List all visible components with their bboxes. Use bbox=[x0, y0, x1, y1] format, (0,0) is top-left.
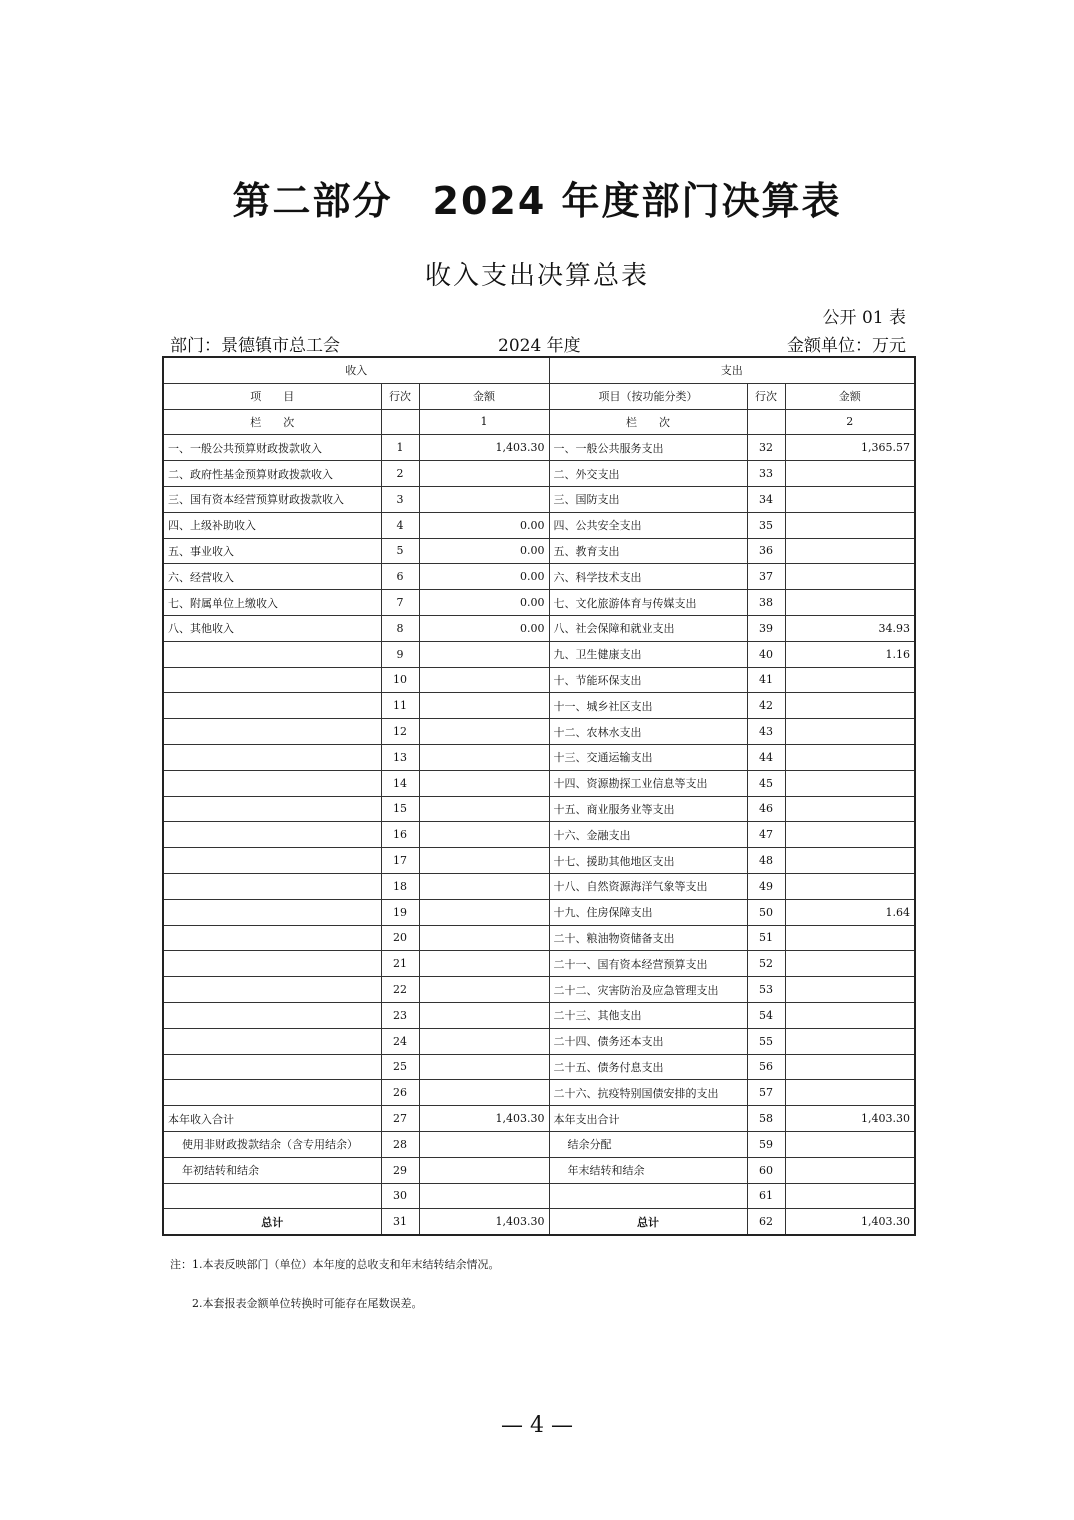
expense-item-cell: 十七、援助其他地区支出 bbox=[549, 848, 747, 874]
income-item-cell bbox=[163, 796, 381, 822]
income-amount-cell bbox=[419, 1054, 549, 1080]
expense-item-cell: 三、国防支出 bbox=[549, 486, 747, 512]
expense-amount-cell bbox=[785, 925, 915, 951]
budget-table bbox=[162, 356, 916, 1236]
income-amount-cell bbox=[419, 461, 549, 487]
table-row bbox=[163, 822, 915, 848]
expense-amount-cell: 1,403.30 bbox=[785, 1106, 915, 1132]
income-row-no-cell: 19 bbox=[381, 899, 419, 925]
expense-amount-cell bbox=[785, 693, 915, 719]
income-item-cell: 二、政府性基金预算财政拨款收入 bbox=[163, 461, 381, 487]
expense-row-no-cell: 40 bbox=[747, 641, 785, 667]
income-item-cell: 本年收入合计 bbox=[163, 1106, 381, 1132]
income-row-no-cell: 23 bbox=[381, 1002, 419, 1028]
expense-amount-cell bbox=[785, 1080, 915, 1106]
column-header-row bbox=[163, 383, 915, 409]
expense-row-no-cell: 60 bbox=[747, 1157, 785, 1183]
table-row bbox=[163, 744, 915, 770]
expense-amount-cell bbox=[785, 1028, 915, 1054]
expense-row-no-cell: 51 bbox=[747, 925, 785, 951]
expense-amount-cell: 1.16 bbox=[785, 641, 915, 667]
expense-amount-cell bbox=[785, 822, 915, 848]
income-item-cell bbox=[163, 1028, 381, 1054]
income-row-no-cell: 13 bbox=[381, 744, 419, 770]
income-row-no-cell: 8 bbox=[381, 615, 419, 641]
expense-item-cell: 十五、商业服务业等支出 bbox=[549, 796, 747, 822]
expense-item-cell: 十四、资源勘探工业信息等支出 bbox=[549, 770, 747, 796]
expense-amount-cell bbox=[785, 564, 915, 590]
income-row-no-cell: 15 bbox=[381, 796, 419, 822]
income-row-no-cell: 12 bbox=[381, 719, 419, 745]
income-row-no-cell: 20 bbox=[381, 925, 419, 951]
table-row bbox=[163, 1080, 915, 1106]
income-item-cell: 年初结转和结余 bbox=[163, 1157, 381, 1183]
income-amount-cell bbox=[419, 951, 549, 977]
table-row bbox=[163, 977, 915, 1003]
table-row bbox=[163, 590, 915, 616]
expense-amount-cell: 1,403.30 bbox=[785, 1209, 915, 1235]
expense-row-no-cell: 34 bbox=[747, 486, 785, 512]
lanci-label-2: 栏 次 bbox=[549, 409, 747, 435]
expense-amount-cell bbox=[785, 512, 915, 538]
lanci-blank-2 bbox=[747, 409, 785, 435]
table-row bbox=[163, 719, 915, 745]
income-item-cell bbox=[163, 925, 381, 951]
expense-row-no-cell: 42 bbox=[747, 693, 785, 719]
income-item-cell bbox=[163, 667, 381, 693]
unit-label: 金额单位：万元 bbox=[787, 336, 906, 356]
income-amount-cell bbox=[419, 925, 549, 951]
income-amount-cell bbox=[419, 848, 549, 874]
expense-item-cell: 结余分配 bbox=[549, 1131, 747, 1157]
income-item-cell: 三、国有资本经营预算财政拨款收入 bbox=[163, 486, 381, 512]
page-number: — 4 — bbox=[501, 1413, 573, 1438]
income-item-cell: 八、其他收入 bbox=[163, 615, 381, 641]
expense-amount-cell bbox=[785, 1131, 915, 1157]
income-amount-cell bbox=[419, 641, 549, 667]
table-row bbox=[163, 486, 915, 512]
lanci-number-2: 2 bbox=[785, 409, 915, 435]
table-row bbox=[163, 873, 915, 899]
income-amount-cell bbox=[419, 1131, 549, 1157]
income-row-no-cell: 31 bbox=[381, 1209, 419, 1235]
table-row bbox=[163, 564, 915, 590]
expense-item-cell: 十一、城乡社区支出 bbox=[549, 693, 747, 719]
expense-row-no-cell: 59 bbox=[747, 1131, 785, 1157]
expense-item-cell: 二十三、其他支出 bbox=[549, 1002, 747, 1028]
income-item-cell: 总计 bbox=[163, 1209, 381, 1235]
expense-amount-cell bbox=[785, 848, 915, 874]
income-item-cell bbox=[163, 848, 381, 874]
expense-amount-cell bbox=[785, 1183, 915, 1209]
income-amount-cell bbox=[419, 1080, 549, 1106]
expense-row-no-cell: 50 bbox=[747, 899, 785, 925]
expense-row-no-cell: 58 bbox=[747, 1106, 785, 1132]
lanci-blank bbox=[381, 409, 419, 435]
income-item-cell bbox=[163, 641, 381, 667]
table-row bbox=[163, 1002, 915, 1028]
income-amount-cell bbox=[419, 873, 549, 899]
note-1: 注：1.本表反映部门（单位）本年度的总收支和年末结转结余情况。 bbox=[170, 1258, 500, 1271]
expense-item-cell: 一、一般公共服务支出 bbox=[549, 435, 747, 461]
income-item-cell bbox=[163, 1002, 381, 1028]
expense-amount-cell bbox=[785, 590, 915, 616]
income-row-no-cell: 30 bbox=[381, 1183, 419, 1209]
section-header-row bbox=[163, 357, 915, 383]
expense-amount-cell: 1,365.57 bbox=[785, 435, 915, 461]
income-row-no-cell: 26 bbox=[381, 1080, 419, 1106]
income-amount-cell: 0.00 bbox=[419, 564, 549, 590]
lanci-label: 栏 次 bbox=[163, 409, 381, 435]
table-row bbox=[163, 1028, 915, 1054]
income-amount-cell bbox=[419, 744, 549, 770]
income-item-cell: 一、一般公共预算财政拨款收入 bbox=[163, 435, 381, 461]
income-amount-cell bbox=[419, 719, 549, 745]
expense-amount-cell bbox=[785, 486, 915, 512]
income-item-cell bbox=[163, 1080, 381, 1106]
income-row-no-cell: 6 bbox=[381, 564, 419, 590]
expense-item-cell: 十二、农林水支出 bbox=[549, 719, 747, 745]
income-item-cell bbox=[163, 822, 381, 848]
form-code: 公开 01 表 bbox=[822, 308, 906, 328]
income-row-no-cell: 10 bbox=[381, 667, 419, 693]
income-amount-cell bbox=[419, 977, 549, 1003]
expense-amount-cell bbox=[785, 719, 915, 745]
table-title: 收入支出决算总表 bbox=[424, 261, 649, 291]
income-amount-cell bbox=[419, 899, 549, 925]
income-item-cell bbox=[163, 873, 381, 899]
income-row-no-cell: 17 bbox=[381, 848, 419, 874]
lanci-number-1: 1 bbox=[419, 409, 549, 435]
table-row bbox=[163, 770, 915, 796]
page-title: 第二部分 2024 年度部门决算表 bbox=[232, 179, 842, 223]
income-row-no-cell: 1 bbox=[381, 435, 419, 461]
expense-row-no-cell: 32 bbox=[747, 435, 785, 461]
expense-row-no-cell: 44 bbox=[747, 744, 785, 770]
expense-amount-cell bbox=[785, 538, 915, 564]
expense-item-cell: 二十一、国有资本经营预算支出 bbox=[549, 951, 747, 977]
expense-item-cell: 二十二、灾害防治及应急管理支出 bbox=[549, 977, 747, 1003]
income-row-no-cell: 11 bbox=[381, 693, 419, 719]
income-amount-cell: 0.00 bbox=[419, 538, 549, 564]
expense-row-no-cell: 48 bbox=[747, 848, 785, 874]
expense-header: 支出 bbox=[549, 357, 915, 383]
expense-row-no-cell: 57 bbox=[747, 1080, 785, 1106]
income-amount-cell: 1,403.30 bbox=[419, 435, 549, 461]
expense-amount-cell bbox=[785, 796, 915, 822]
expense-row-no-cell: 41 bbox=[747, 667, 785, 693]
expense-item-cell: 二十、粮油物资储备支出 bbox=[549, 925, 747, 951]
income-row-no-cell: 5 bbox=[381, 538, 419, 564]
expense-item-cell: 总计 bbox=[549, 1209, 747, 1235]
income-amount-cell bbox=[419, 796, 549, 822]
table-row bbox=[163, 925, 915, 951]
table-row bbox=[163, 435, 915, 461]
expense-row-no-cell: 35 bbox=[747, 512, 785, 538]
income-amount-cell bbox=[419, 1183, 549, 1209]
table-row bbox=[163, 1183, 915, 1209]
income-row-no-cell: 3 bbox=[381, 486, 419, 512]
col-header-row-no: 行次 bbox=[381, 383, 419, 409]
expense-amount-cell bbox=[785, 667, 915, 693]
income-item-cell bbox=[163, 1054, 381, 1080]
expense-amount-cell: 34.93 bbox=[785, 615, 915, 641]
table-row bbox=[163, 951, 915, 977]
income-amount-cell bbox=[419, 1157, 549, 1183]
expense-amount-cell bbox=[785, 1054, 915, 1080]
income-amount-cell: 1,403.30 bbox=[419, 1209, 549, 1235]
income-row-no-cell: 28 bbox=[381, 1131, 419, 1157]
expense-item-cell: 年末结转和结余 bbox=[549, 1157, 747, 1183]
expense-item-cell: 十八、自然资源海洋气象等支出 bbox=[549, 873, 747, 899]
expense-item-cell: 五、教育支出 bbox=[549, 538, 747, 564]
expense-amount-cell: 1.64 bbox=[785, 899, 915, 925]
income-row-no-cell: 21 bbox=[381, 951, 419, 977]
income-amount-cell: 0.00 bbox=[419, 512, 549, 538]
table-row bbox=[163, 1106, 915, 1132]
expense-amount-cell bbox=[785, 951, 915, 977]
income-row-no-cell: 29 bbox=[381, 1157, 419, 1183]
expense-item-cell: 十、节能环保支出 bbox=[549, 667, 747, 693]
income-amount-cell bbox=[419, 693, 549, 719]
income-row-no-cell: 18 bbox=[381, 873, 419, 899]
expense-amount-cell bbox=[785, 1002, 915, 1028]
expense-amount-cell bbox=[785, 977, 915, 1003]
table-row bbox=[163, 796, 915, 822]
income-item-cell: 使用非财政拨款结余（含专用结余） bbox=[163, 1131, 381, 1157]
income-item-cell: 四、上级补助收入 bbox=[163, 512, 381, 538]
income-item-cell bbox=[163, 951, 381, 977]
expense-row-no-cell: 49 bbox=[747, 873, 785, 899]
expense-row-no-cell: 61 bbox=[747, 1183, 785, 1209]
lanci-row bbox=[163, 409, 915, 435]
income-row-no-cell: 27 bbox=[381, 1106, 419, 1132]
expense-row-no-cell: 38 bbox=[747, 590, 785, 616]
income-item-cell: 七、附属单位上缴收入 bbox=[163, 590, 381, 616]
income-row-no-cell: 7 bbox=[381, 590, 419, 616]
expense-row-no-cell: 54 bbox=[747, 1002, 785, 1028]
expense-row-no-cell: 36 bbox=[747, 538, 785, 564]
expense-item-cell: 九、卫生健康支出 bbox=[549, 641, 747, 667]
expense-amount-cell bbox=[785, 873, 915, 899]
expense-row-no-cell: 46 bbox=[747, 796, 785, 822]
expense-item-cell: 十九、住房保障支出 bbox=[549, 899, 747, 925]
table-row bbox=[163, 1054, 915, 1080]
income-amount-cell bbox=[419, 1002, 549, 1028]
expense-amount-cell bbox=[785, 1157, 915, 1183]
col-header-item: 项 目 bbox=[163, 383, 381, 409]
table-row bbox=[163, 512, 915, 538]
expense-item-cell: 八、社会保障和就业支出 bbox=[549, 615, 747, 641]
table-row bbox=[163, 667, 915, 693]
income-amount-cell bbox=[419, 486, 549, 512]
expense-row-no-cell: 52 bbox=[747, 951, 785, 977]
expense-item-cell: 六、科学技术支出 bbox=[549, 564, 747, 590]
table-row bbox=[163, 615, 915, 641]
expense-row-no-cell: 39 bbox=[747, 615, 785, 641]
income-amount-cell: 0.00 bbox=[419, 615, 549, 641]
income-amount-cell bbox=[419, 770, 549, 796]
expense-row-no-cell: 55 bbox=[747, 1028, 785, 1054]
year-label: 2024 年度 bbox=[498, 336, 581, 356]
expense-item-cell: 十三、交通运输支出 bbox=[549, 744, 747, 770]
table-row bbox=[163, 1157, 915, 1183]
expense-row-no-cell: 45 bbox=[747, 770, 785, 796]
income-item-cell bbox=[163, 719, 381, 745]
expense-amount-cell bbox=[785, 770, 915, 796]
income-item-cell: 六、经营收入 bbox=[163, 564, 381, 590]
table-row bbox=[163, 1131, 915, 1157]
income-amount-cell: 1,403.30 bbox=[419, 1106, 549, 1132]
income-item-cell bbox=[163, 899, 381, 925]
expense-item-cell: 二十六、抗疫特别国债安排的支出 bbox=[549, 1080, 747, 1106]
income-item-cell bbox=[163, 1183, 381, 1209]
income-item-cell: 五、事业收入 bbox=[163, 538, 381, 564]
expense-item-cell: 七、文化旅游体育与传媒支出 bbox=[549, 590, 747, 616]
income-item-cell bbox=[163, 693, 381, 719]
table-row bbox=[163, 1209, 915, 1235]
income-row-no-cell: 16 bbox=[381, 822, 419, 848]
income-amount-cell bbox=[419, 1028, 549, 1054]
expense-row-no-cell: 43 bbox=[747, 719, 785, 745]
income-item-cell bbox=[163, 770, 381, 796]
expense-item-cell: 二十五、债务付息支出 bbox=[549, 1054, 747, 1080]
expense-row-no-cell: 62 bbox=[747, 1209, 785, 1235]
income-amount-cell bbox=[419, 667, 549, 693]
col-header-amount: 金额 bbox=[419, 383, 549, 409]
expense-row-no-cell: 33 bbox=[747, 461, 785, 487]
table-row bbox=[163, 641, 915, 667]
note-2: 2.本套报表金额单位转换时可能存在尾数误差。 bbox=[192, 1297, 423, 1310]
expense-row-no-cell: 47 bbox=[747, 822, 785, 848]
income-row-no-cell: 4 bbox=[381, 512, 419, 538]
department-label: 部门：景德镇市总工会 bbox=[170, 336, 340, 356]
income-header: 收入 bbox=[163, 357, 549, 383]
income-row-no-cell: 24 bbox=[381, 1028, 419, 1054]
expense-amount-cell bbox=[785, 461, 915, 487]
income-row-no-cell: 25 bbox=[381, 1054, 419, 1080]
expense-item-cell: 二、外交支出 bbox=[549, 461, 747, 487]
expense-item-cell: 十六、金融支出 bbox=[549, 822, 747, 848]
table-row bbox=[163, 461, 915, 487]
table-row bbox=[163, 693, 915, 719]
table-row bbox=[163, 899, 915, 925]
expense-amount-cell bbox=[785, 744, 915, 770]
col-header-amount-2: 金额 bbox=[785, 383, 915, 409]
income-row-no-cell: 9 bbox=[381, 641, 419, 667]
income-amount-cell bbox=[419, 822, 549, 848]
expense-row-no-cell: 56 bbox=[747, 1054, 785, 1080]
table-row bbox=[163, 538, 915, 564]
expense-item-cell: 本年支出合计 bbox=[549, 1106, 747, 1132]
expense-row-no-cell: 37 bbox=[747, 564, 785, 590]
income-amount-cell: 0.00 bbox=[419, 590, 549, 616]
col-header-row-no-2: 行次 bbox=[747, 383, 785, 409]
income-row-no-cell: 2 bbox=[381, 461, 419, 487]
expense-item-cell: 二十四、债务还本支出 bbox=[549, 1028, 747, 1054]
expense-item-cell bbox=[549, 1183, 747, 1209]
col-header-item-func: 项目（按功能分类） bbox=[549, 383, 747, 409]
table-row bbox=[163, 848, 915, 874]
expense-row-no-cell: 53 bbox=[747, 977, 785, 1003]
expense-item-cell: 四、公共安全支出 bbox=[549, 512, 747, 538]
income-row-no-cell: 22 bbox=[381, 977, 419, 1003]
income-item-cell bbox=[163, 977, 381, 1003]
income-item-cell bbox=[163, 744, 381, 770]
income-row-no-cell: 14 bbox=[381, 770, 419, 796]
